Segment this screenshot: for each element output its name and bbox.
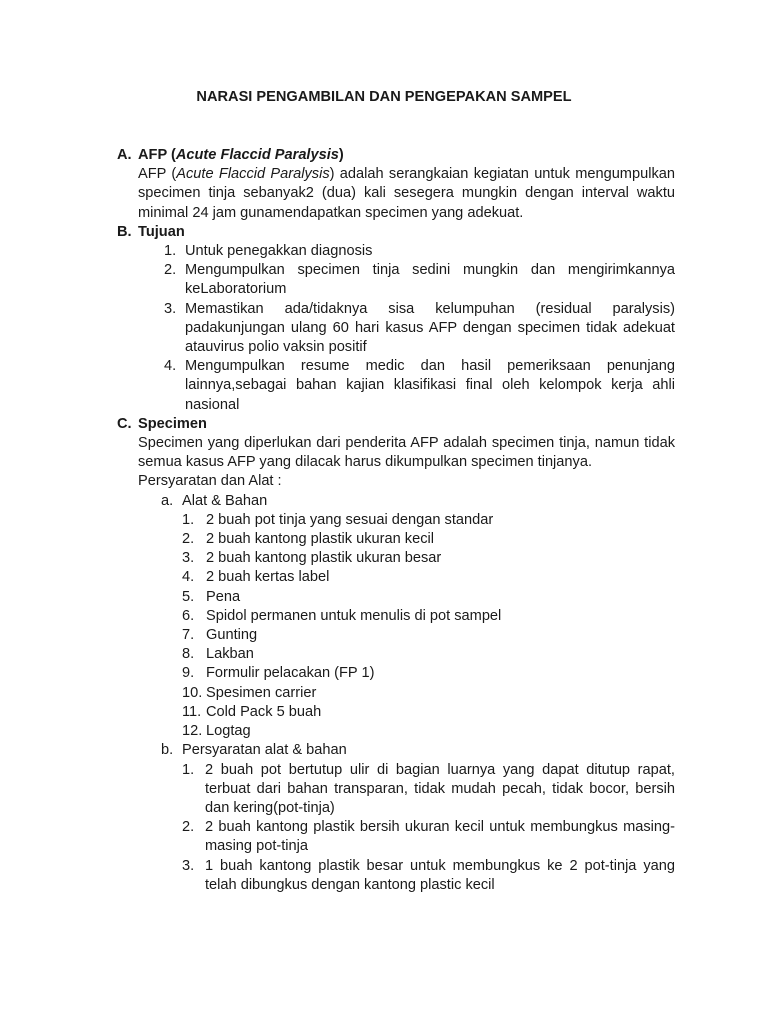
list-number: 4. (182, 569, 195, 586)
section-b-heading-text: Tujuan (138, 223, 185, 240)
section-a-heading-italic: Acute Flaccid Paralysis (175, 147, 339, 163)
list-text: Mengumpulkan resume medic dan hasil pemeriksaan penunjang lainnya,sebagai bahan kajian klasifikasi final oleh kelompok kerja ahli nasional (185, 358, 675, 413)
list-item (164, 300, 675, 358)
list-item (182, 549, 675, 568)
list-text: 2 buah pot tinja yang sesuai dengan standar (206, 511, 494, 528)
list-text: Gunting (206, 627, 258, 644)
list-item (182, 857, 675, 895)
list-number: 12. (182, 723, 203, 740)
sub-a-marker: a. (161, 492, 174, 509)
section-c-marker: C. (117, 415, 132, 432)
list-number: 1. (182, 761, 195, 778)
list-item (182, 588, 675, 607)
section-c-paragraph: Specimen yang diperlukan dari penderita AFP adalah specimen tinja, namun tidak semua kasus AFP yang dilacak harus dikumpulkan specimen tinjanya. (138, 435, 675, 471)
section-a-marker: A. (117, 147, 132, 163)
section-a-heading (117, 146, 675, 165)
list-number: 1. (182, 511, 195, 528)
alat-bahan-list (161, 511, 675, 741)
list-text: Cold Pack 5 buah (206, 703, 322, 720)
list-text: 2 buah pot bertutup ulir di bagian luarnya yang dapat ditutup rapat, terbuat dari bahan transparan, tidak mudah pecah, tidak bocor, bersih dan kering(pot-tinja) (205, 761, 675, 816)
list-number: 11. (182, 703, 202, 720)
list-item (182, 645, 675, 664)
sub-a-block (117, 492, 675, 895)
list-item (182, 684, 675, 703)
section-a-para-italic: Acute Flaccid Paralysis (176, 166, 330, 183)
list-text: Formulir pelacakan (FP 1) (206, 665, 375, 682)
sub-b-label: Persyaratan alat & bahan (182, 742, 347, 759)
list-number: 6. (182, 607, 195, 624)
persyaratan-list (161, 761, 675, 895)
list-item (164, 242, 675, 261)
section-a-para-pre: AFP ( (138, 166, 177, 183)
sub-b-heading (161, 741, 675, 760)
tujuan-list (117, 242, 675, 415)
section-a-heading-pre: AFP ( (138, 147, 176, 163)
list-item (164, 357, 675, 415)
section-a-para-post: ) adalah serangkaian kegiatan untuk mengumpulkan specimen tinja sebanyak2 (dua) kali sesegera mungkin dengan interval waktu minimal 24 jam gunamendapatkan specimen yang adekuat. (138, 166, 675, 221)
section-a-paragraph (117, 165, 675, 223)
list-text: 2 buah kantong plastik bersih ukuran kecil untuk membungkus masing-masing pot-tinja (205, 819, 675, 855)
sub-a-heading (161, 492, 675, 511)
section-b-marker: B. (117, 223, 132, 240)
list-text: Memastikan ada/tidaknya sisa kelumpuhan (residual paralysis) padakunjungan ulang 60 hari kasus AFP dengan specimen tidak adekuat atauvirus polio vaksin positif (185, 300, 675, 356)
list-item (182, 568, 675, 587)
list-text: Mengumpulkan specimen tinja sedini mungkin dan mengirimkannya keLaboratorium (185, 262, 675, 298)
list-number: 5. (182, 588, 195, 605)
list-item (182, 607, 675, 626)
list-number: 3. (164, 300, 177, 317)
list-item (182, 626, 675, 645)
list-number: 2. (182, 819, 195, 836)
list-item (182, 703, 675, 722)
list-item (164, 261, 675, 299)
list-number: 10. (182, 684, 203, 701)
list-number: 3. (182, 857, 195, 874)
list-number: 3. (182, 550, 195, 567)
section-c-heading-text: Specimen (138, 415, 207, 432)
list-number: 7. (182, 627, 195, 644)
list-text: 2 buah kertas label (206, 569, 330, 586)
sub-b-marker: b. (161, 742, 174, 759)
list-text: Lakban (206, 646, 254, 663)
list-text: Logtag (206, 723, 251, 740)
section-c-heading (117, 415, 675, 434)
list-number: 1. (164, 243, 177, 260)
list-number: 2. (164, 262, 177, 279)
list-item (182, 530, 675, 549)
list-number: 2. (182, 531, 195, 548)
list-number: 9. (182, 665, 195, 682)
list-text: Spesimen carrier (206, 684, 317, 701)
list-text: 2 buah kantong plastik ukuran kecil (206, 531, 434, 548)
sub-a-label: Alat & Bahan (182, 492, 268, 509)
list-text: Spidol permanen untuk menulis di pot sampel (206, 607, 502, 624)
section-b-heading (117, 223, 675, 242)
list-text: Untuk penegakkan diagnosis (185, 243, 373, 260)
page-title: NARASI PENGAMBILAN DAN PENGEPAKAN SAMPEL (196, 89, 572, 105)
list-text: 1 buah kantong plastik besar untuk membungkus ke 2 pot-tinja yang telah dibungkus dengan kantong plastic kecil (205, 857, 675, 893)
section-c-paragraph-2: Persyaratan dan Alat : (138, 473, 282, 490)
list-text: 2 buah kantong plastik ukuran besar (206, 550, 442, 567)
list-item (182, 761, 675, 819)
list-item (182, 511, 675, 530)
list-number: 8. (182, 646, 195, 663)
list-item (182, 818, 675, 856)
list-item (182, 664, 675, 683)
list-number: 4. (164, 358, 177, 375)
list-text: Pena (206, 588, 241, 605)
list-item (182, 722, 675, 741)
document-content (117, 146, 675, 895)
section-a-heading-post: ) (338, 147, 344, 163)
